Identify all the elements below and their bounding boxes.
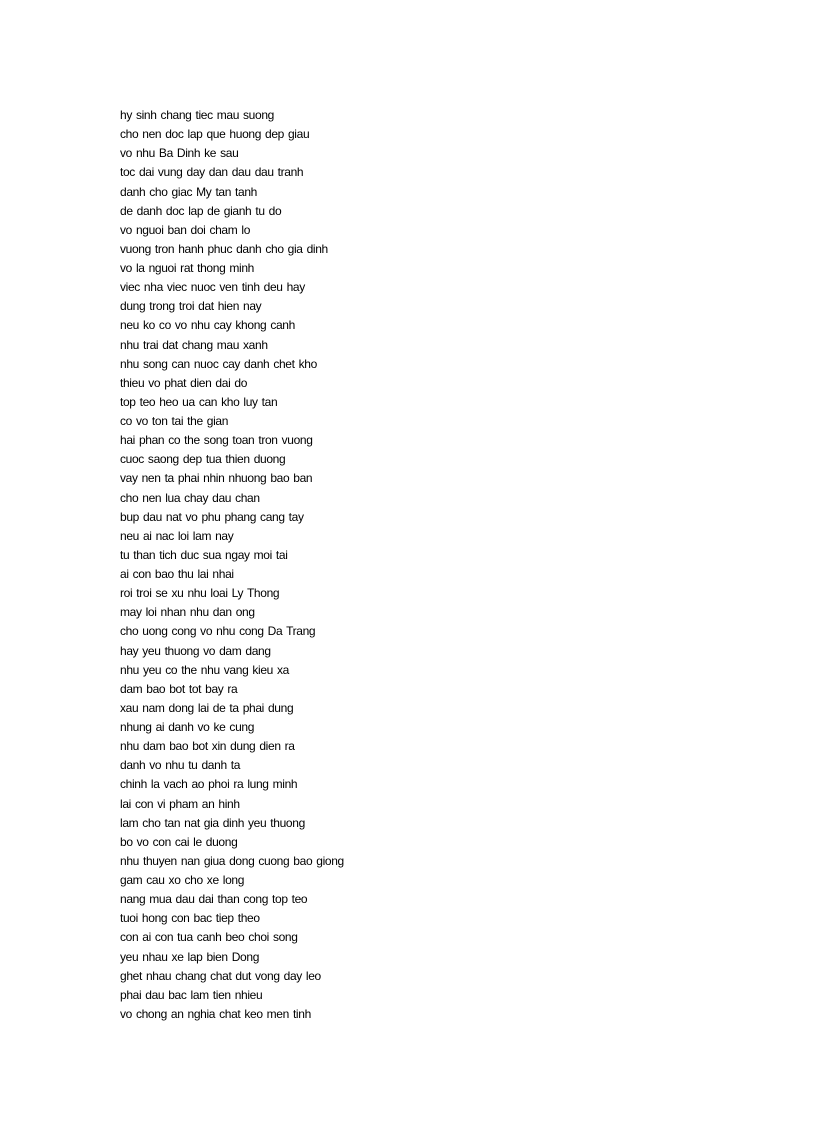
- poem-line: danh cho giac My tan tanh: [120, 184, 258, 199]
- poem-line: cho nen lua chay dau chan: [120, 490, 260, 505]
- poem-line: ai con bao thu lai nhai: [120, 567, 234, 581]
- poem-line: nhung ai danh vo ke cung: [120, 720, 255, 734]
- poem-line: lai con vi pham an hinh: [120, 796, 240, 811]
- poem-line: cuoc saong dep tua thien duong: [120, 452, 286, 467]
- poem-line: nhu dam bao bot xin dung dien ra: [120, 739, 295, 754]
- poem-line: xau nam dong lai de ta phai dung: [120, 700, 294, 715]
- poem-line: danh vo nhu tu danh ta: [120, 758, 241, 773]
- poem-line: chinh la vach ao phoi ra lung minh: [120, 777, 298, 792]
- poem-line: co vo ton tai the gian: [120, 414, 229, 428]
- poem-line: vay nen ta phai nhin nhuong bao ban: [120, 471, 313, 486]
- poem-line: viec nha viec nuoc ven tinh deu hay: [120, 280, 305, 295]
- poem-line: hy sinh chang tiec mau suong: [120, 108, 274, 122]
- poem-line: thieu vo phat dien dai do: [120, 375, 248, 390]
- poem-line: nang mua dau dai than cong top teo: [120, 892, 308, 907]
- poem-line: phai dau bac lam tien nhieu: [120, 987, 263, 1002]
- poem-line: con ai con tua canh beo choi song: [120, 930, 298, 945]
- poem-line: neu ai nac loi lam nay: [120, 528, 234, 543]
- poem-line: vo chong an nghia chat keo men tinh: [120, 1006, 311, 1021]
- poem-line: tu than tich duc sua ngay moi tai: [120, 547, 288, 562]
- poem-line: top teo heo ua can kho luy tan: [120, 394, 278, 409]
- poem-line: nhu thuyen nan giua dong cuong bao giong: [120, 853, 344, 868]
- poem-line: may loi nhan nhu dan ong: [120, 605, 255, 620]
- poem-line: de danh doc lap de gianh tu do: [120, 203, 282, 218]
- poem-line: vo nhu Ba Dinh ke sau: [120, 146, 239, 161]
- poem-line: dam bao bot tot bay ra: [120, 681, 238, 696]
- poem-line: lam cho tan nat gia dinh yeu thuong: [120, 815, 305, 830]
- poem-line: vuong tron hanh phuc danh cho gia dinh: [120, 241, 328, 256]
- poem-line: tuoi hong con bac tiep theo: [120, 911, 260, 926]
- poem-line: nhu trai dat chang mau xanh: [120, 337, 268, 352]
- poem-line: roi troi se xu nhu loai Ly Thong: [120, 586, 280, 601]
- poem-line: cho uong cong vo nhu cong Da Trang: [120, 624, 316, 639]
- poem-line: vo la nguoi rat thong minh: [120, 261, 254, 275]
- poem-line: yeu nhau xe lap bien Dong: [120, 949, 260, 964]
- poem-line: gam cau xo cho xe long: [120, 873, 245, 887]
- poem-line: nhu song can nuoc cay danh chet kho: [120, 356, 317, 371]
- poem-line: hai phan co the song toan tron vuong: [120, 433, 313, 448]
- poem-line: neu ko co vo nhu cay khong canh: [120, 318, 295, 333]
- poem-text-block: [120, 106, 344, 1024]
- poem-line: bup dau nat vo phu phang cang tay: [120, 509, 304, 524]
- poem-line: hay yeu thuong vo dam dang: [120, 643, 271, 658]
- poem-line: cho nen doc lap que huong dep giau: [120, 127, 310, 142]
- poem-line: nhu yeu co the nhu vang kieu xa: [120, 662, 289, 677]
- poem-line: dung trong troi dat hien nay: [120, 299, 262, 314]
- poem-line: vo nguoi ban doi cham lo: [120, 222, 251, 237]
- poem-line: ghet nhau chang chat dut vong day leo: [120, 968, 321, 983]
- poem-line: bo vo con cai le duong: [120, 834, 238, 849]
- poem-line: toc dai vung day dan dau dau tranh: [120, 165, 304, 180]
